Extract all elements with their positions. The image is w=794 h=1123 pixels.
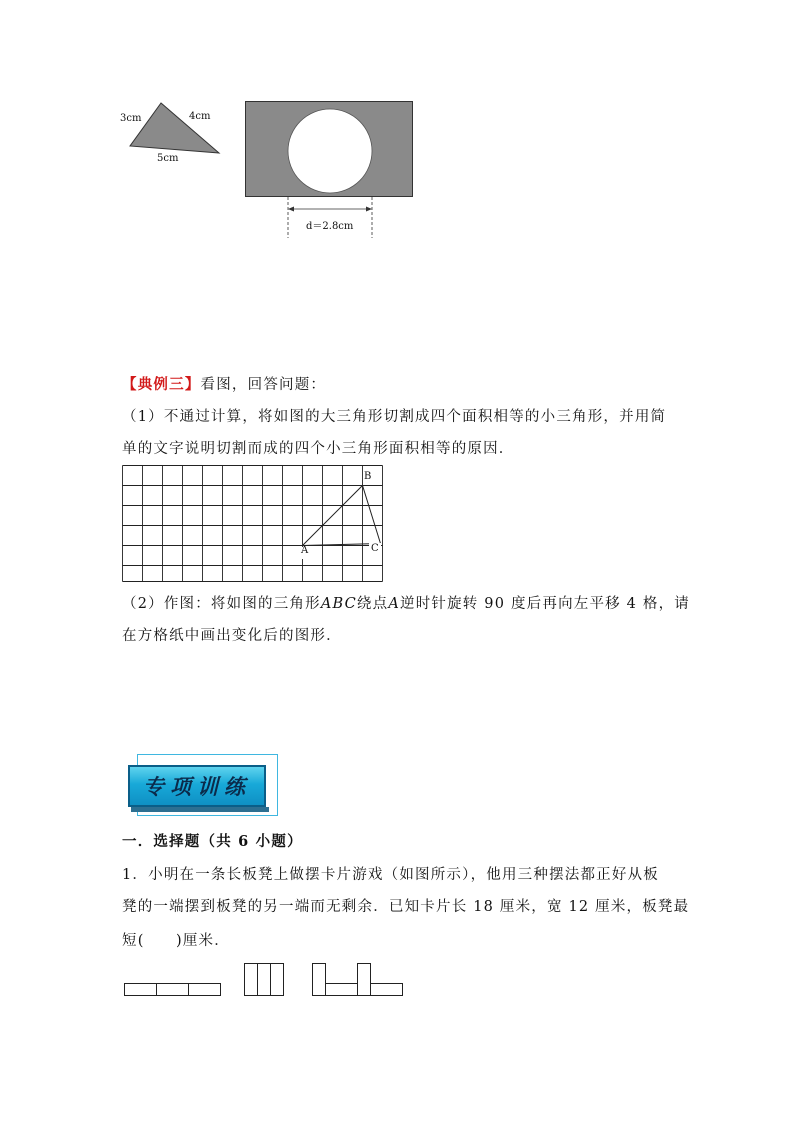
example-heading bbox=[122, 373, 326, 394]
example-tag: 典例三 bbox=[137, 376, 185, 393]
example-prompt: 看图，回答问题： bbox=[200, 377, 327, 393]
card-arrangement-3 bbox=[308, 960, 408, 1000]
q2-triangle-name: ABC bbox=[320, 596, 357, 612]
question1-line1: 1．小明在一条长板凳上做摆卡片游戏（如图所示），他用三种摆法都正好从板 bbox=[122, 867, 659, 883]
example-q2-line1 bbox=[122, 592, 690, 613]
card-arrangement-1 bbox=[120, 975, 225, 1000]
example-q1-line2: 单的文字说明切割而成的四个小三角形面积相等的原因． bbox=[122, 441, 515, 457]
banner-shadow bbox=[131, 807, 269, 812]
q2-text-a: （2）作图：将如图的三角形 bbox=[122, 596, 321, 612]
card-arrangement-2 bbox=[240, 960, 290, 1000]
banner-title: 专项训练 bbox=[143, 775, 251, 799]
section-heading: 一．选择题（共 6 小题） bbox=[122, 833, 303, 850]
question1-line2: 凳的一端摆到板凳的另一端而无剩余．已知卡片长 18 厘米，宽 12 厘米，板凳最 bbox=[122, 899, 690, 915]
bracket-close: 】 bbox=[184, 376, 201, 393]
bracket-open: 【 bbox=[122, 376, 138, 393]
point-label-b: B bbox=[364, 471, 372, 482]
point-label-a: A bbox=[301, 545, 309, 556]
triangle-label-3cm: 3cm bbox=[120, 113, 142, 124]
point-label-c: C bbox=[371, 543, 379, 554]
grid-figure bbox=[120, 463, 385, 585]
q2-point-name: A bbox=[388, 596, 400, 612]
diameter-label: d＝2.8cm bbox=[306, 221, 354, 232]
q2-text-c: 绕点 bbox=[356, 596, 389, 612]
example-q2-line2: 在方格纸中画出变化后的图形． bbox=[122, 628, 342, 644]
example-q1-line1: （1）不通过计算，将如图的大三角形切割成四个面积相等的小三角形，并用简 bbox=[122, 409, 667, 425]
question1-line3: 短( )厘米． bbox=[122, 933, 230, 949]
q2-text-e: 逆时针旋转 90 度后再向左平移 4 格，请 bbox=[400, 596, 691, 612]
triangle-label-4cm: 4cm bbox=[189, 111, 211, 122]
triangle-label-5cm: 5cm bbox=[157, 153, 179, 164]
